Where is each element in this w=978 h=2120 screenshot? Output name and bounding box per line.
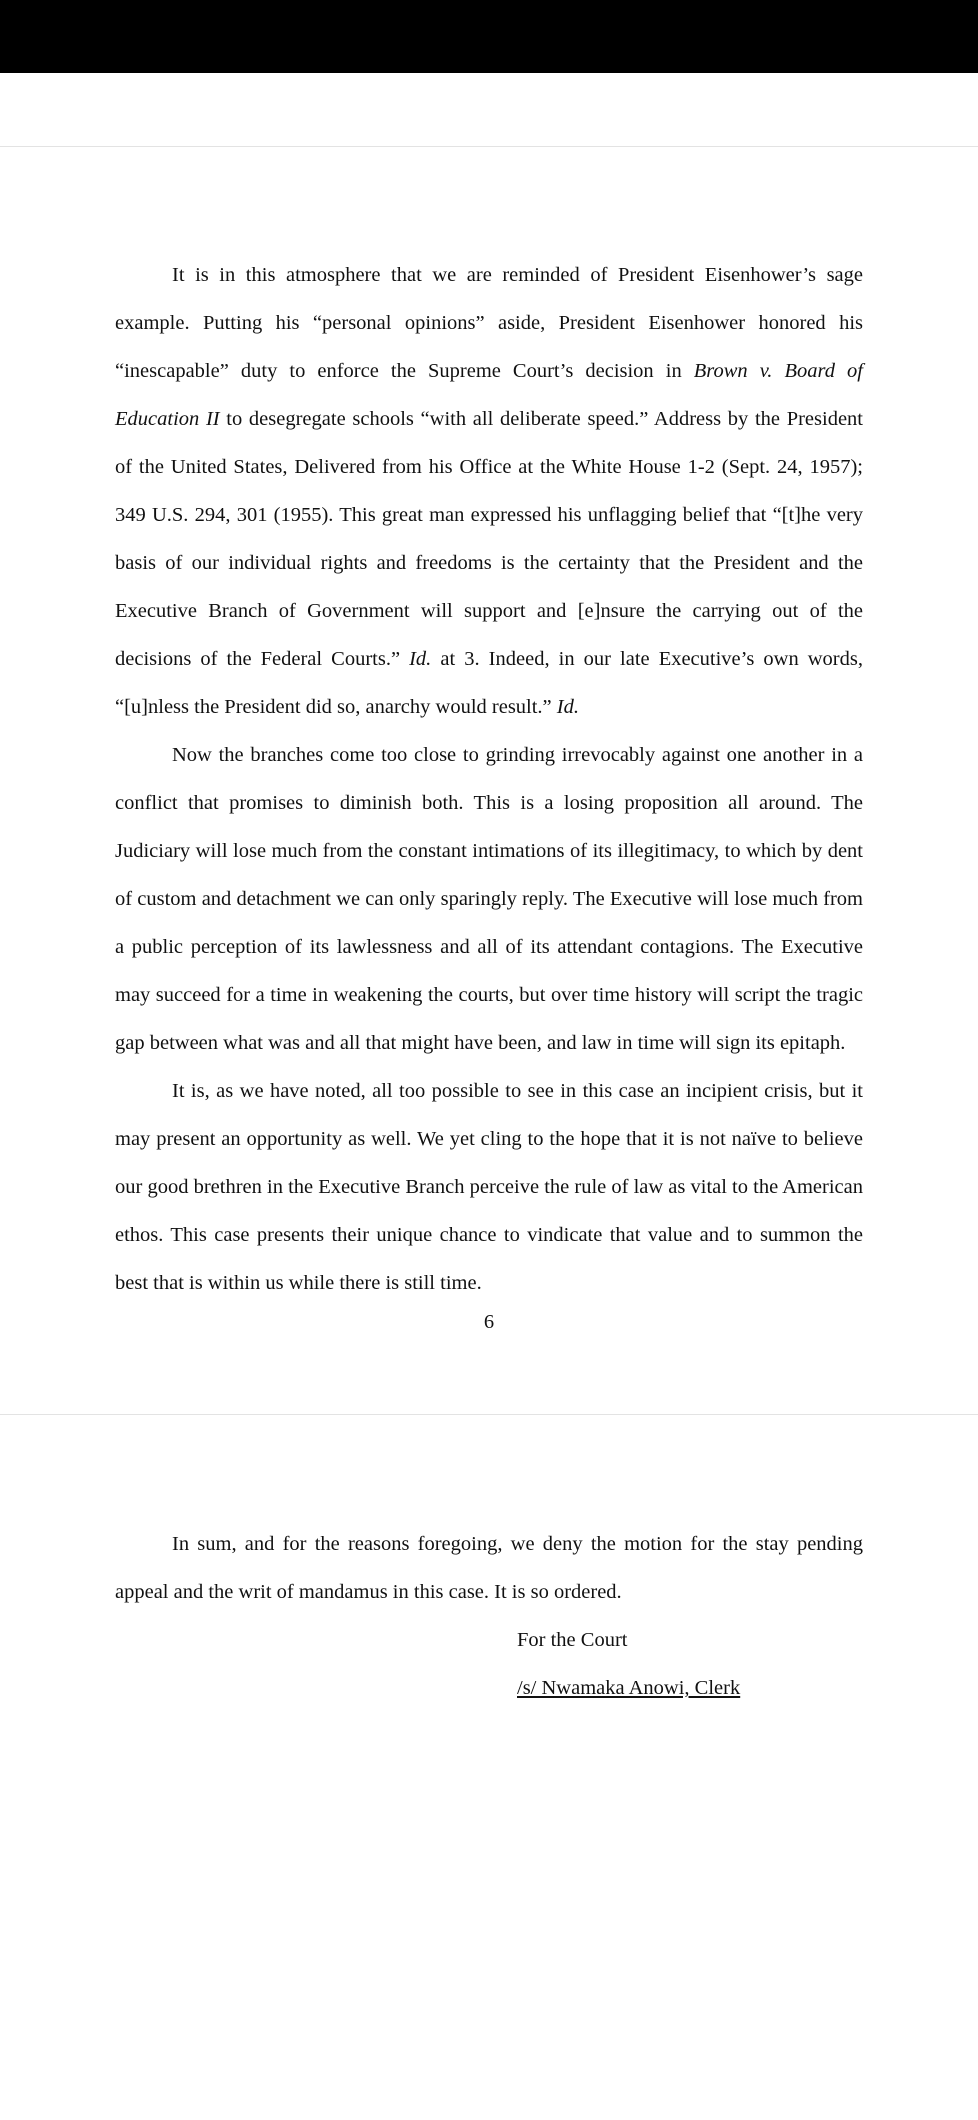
text-segment: It is in this atmosphere that we are reminded of President Eisenhower’s sage example. Putting his “personal opinions” aside, President Eisenhower honored his “inescapable” duty to enforce the Supreme Court’s decision in [115,264,863,382]
text-segment: to desegregate schools “with all deliberate speed.” Address by the President of the United States, Delivered from his Office at the White House 1-2 (Sept. 24, 1957); 349 U.S. 294, 301 (1955). This great man expressed his unflagging belief that “[t]he very basis of our individual rights and freedoms is the certainty that the President and the Executive Branch of Government will support and [e]nsure the carrying out of the decisions of the Federal Courts.” [115,408,863,670]
page-2-body [115,1520,863,1616]
paragraph-1 [115,251,863,731]
page-divider [0,1414,978,1415]
signature-heading: For the Court [517,1629,628,1651]
paragraph-conclusion: In sum, and for the reasons foregoing, we deny the motion for the stay pending appeal and the writ of mandamus in this case. It is so ordered. [115,1533,863,1603]
paragraph-3 [115,1067,863,1307]
page-divider [0,146,978,147]
paragraph-2 [115,731,863,1067]
page-1-body [115,251,863,1307]
text-segment: at 3. Indeed, in our late Executive’s own words, “[u]nless the President did so, anarchy would result.” [115,648,863,718]
text-segment: It is, as we have noted, all too possible to see in this case an incipient crisis, but it may present an opportunity as well. We yet cling to the hope that it is not naïve to believe our good brethren in the Executive Branch perceive the rule of law as vital to the American ethos. This case presents their unique chance to vindicate that value and to summon the best that is within us while there is still time. [115,1080,863,1294]
text-segment: Now the branches come too close to grinding irrevocably against one another in a conflict that promises to diminish both. This is a losing proposition all around. The Judiciary will lose much from the constant intimations of its illegitimacy, to which by dent of custom and detachment we can only sparingly reply. The Executive will lose much from a public perception of its lawlessness and all of its attendant contagions. The Executive may succeed for a time in weakening the courts, but over time history will script the tragic gap between what was and all that might have been, and law in time will sign its epitaph. [115,744,863,1054]
citation-italic: Brown v. Board of Education II [115,360,863,430]
citation-italic: Id. [409,648,432,670]
citation-italic: Id. [556,696,579,718]
page-number: 6 [483,1311,495,1333]
signature-line: /s/ Nwamaka Anowi, Clerk [517,1677,741,1699]
top-bar [0,0,978,73]
